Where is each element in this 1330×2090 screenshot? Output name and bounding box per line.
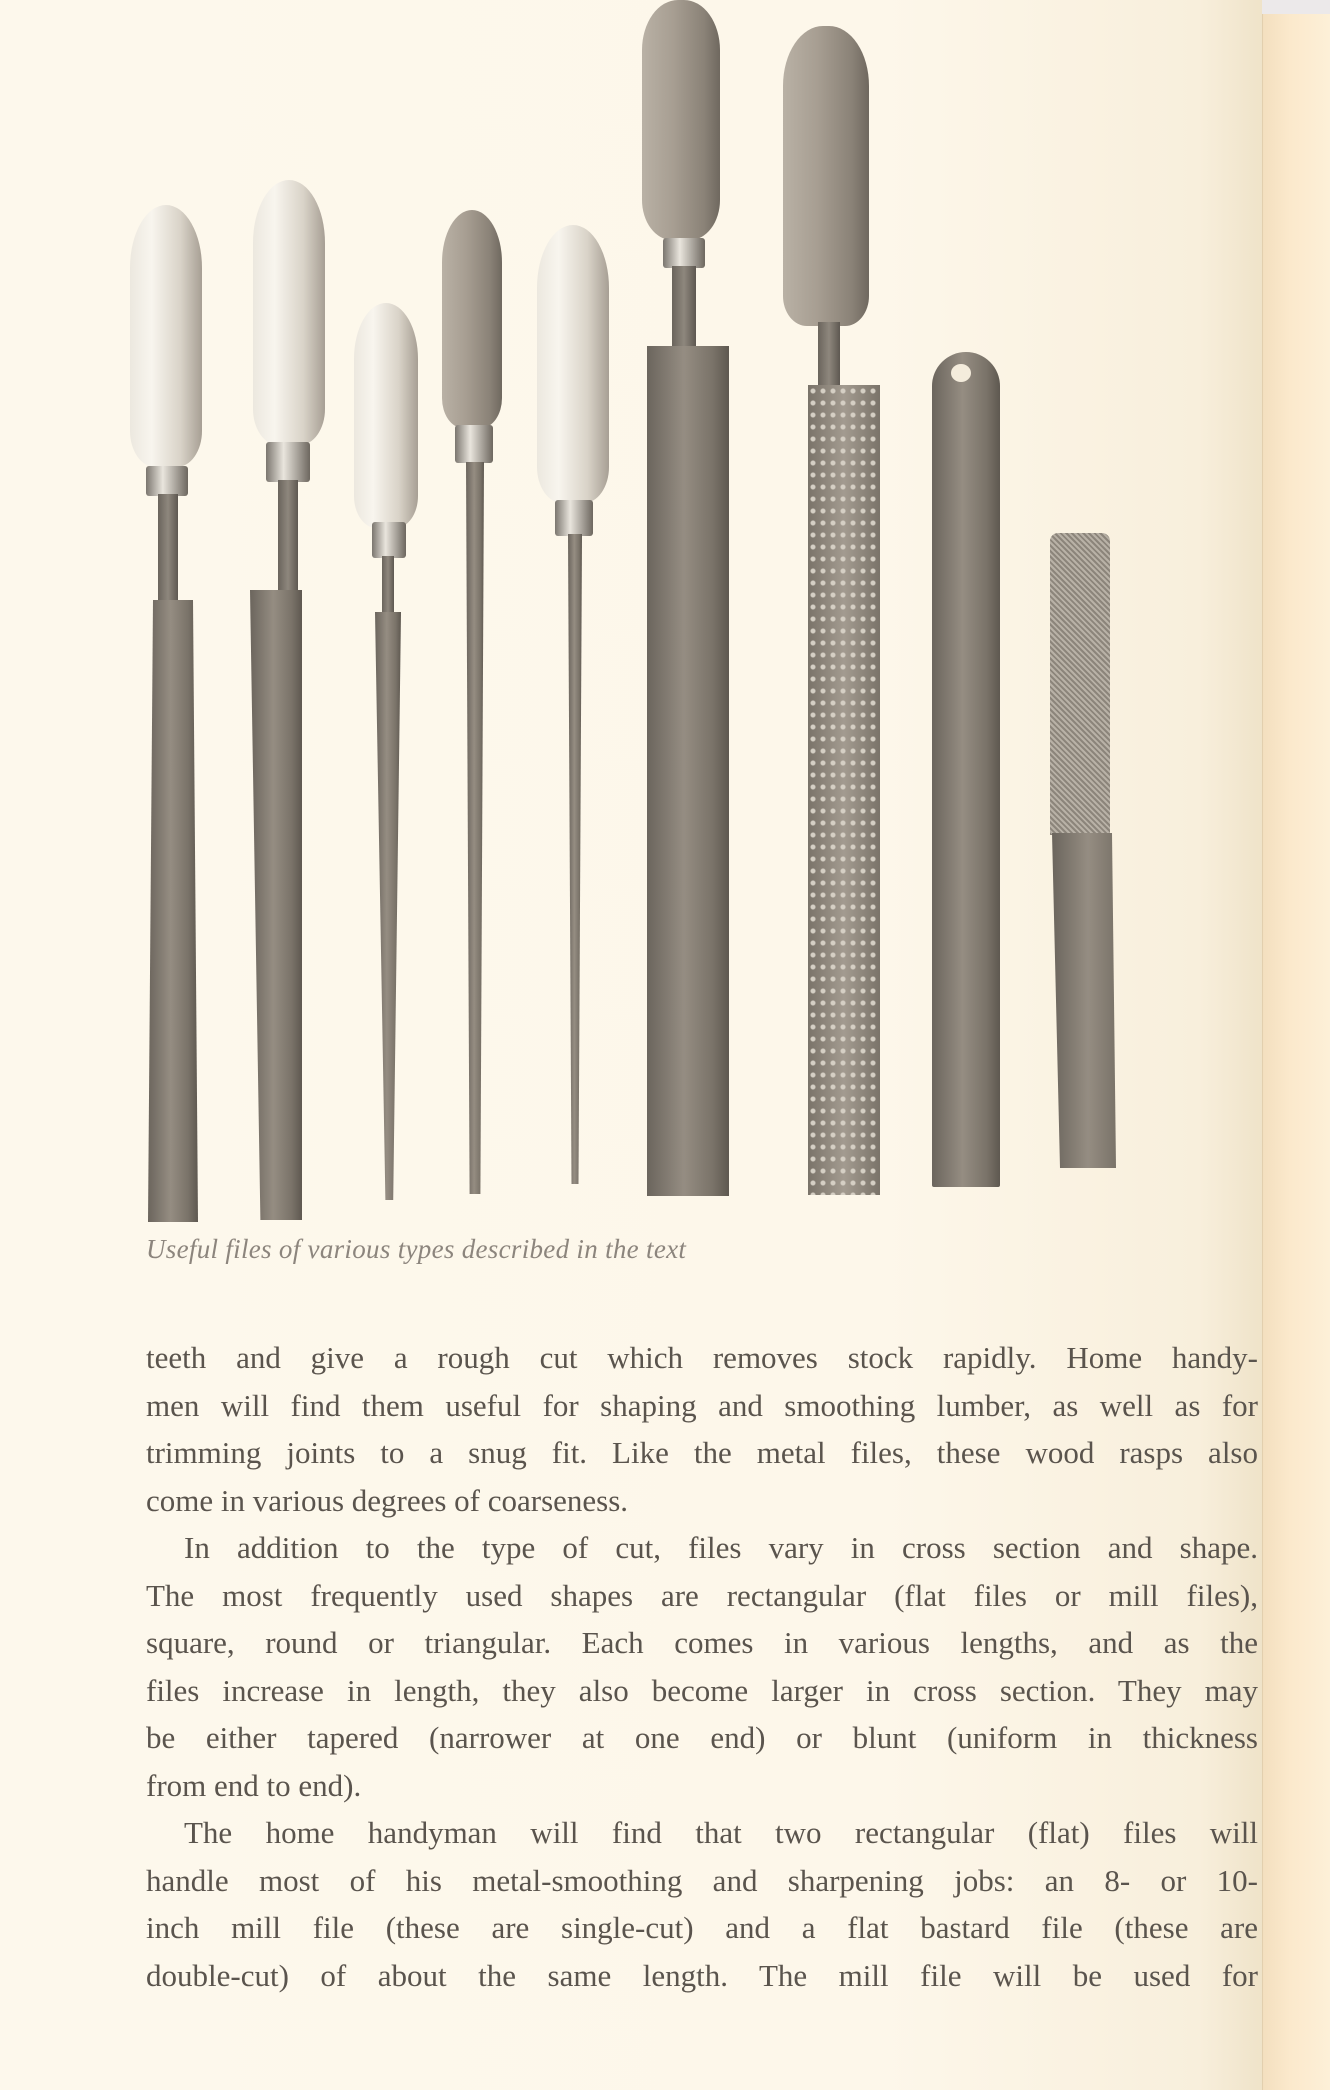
text-line: In addition to the type of cut, files vary in cross section and shape. (184, 1530, 1258, 1565)
text-line: handle most of his metal-smoothing and sharpening jobs: an 8- or 10- (146, 1862, 1258, 1898)
figure-caption: Useful files of various types described in the text (146, 1234, 687, 1264)
text-line: inch mill file (these are single-cut) and a flat bastard file (these are (146, 1910, 1258, 1945)
text-line: come in various degrees of coarseness. (146, 1482, 629, 1518)
body-text (146, 1334, 1258, 1999)
text-line: double-cut) of about the same length. The mill file will be used for (146, 1957, 1258, 1993)
paragraph-3 (146, 1809, 1258, 1999)
text-line: men will find them useful for shaping and smoothing lumber, as well as for (146, 1387, 1258, 1423)
background-corner (1262, 0, 1330, 14)
text-line: trimming joints to a snug fit. Like the metal files, these wood rasps also (146, 1435, 1258, 1470)
text-line: be either tapered (narrower at one end) or blunt (uniform in thickness (146, 1720, 1258, 1755)
text-line: square, round or triangular. Each comes in various lengths, and as the (146, 1625, 1258, 1660)
text-line: from end to end). (146, 1767, 362, 1803)
text-line: The most frequently used shapes are rectangular (flat files or mill files), (146, 1577, 1258, 1613)
text-line: The home handyman will find that two rectangular (flat) files will (184, 1815, 1258, 1850)
paragraph-1 (146, 1334, 1258, 1524)
text-line: teeth and give a rough cut which removes stock rapidly. Home handy- (146, 1340, 1258, 1375)
text-line: files increase in length, they also become larger in cross section. They may (146, 1672, 1258, 1708)
adjacent-page-edge (1262, 14, 1330, 2090)
paragraph-2 (146, 1524, 1258, 1809)
